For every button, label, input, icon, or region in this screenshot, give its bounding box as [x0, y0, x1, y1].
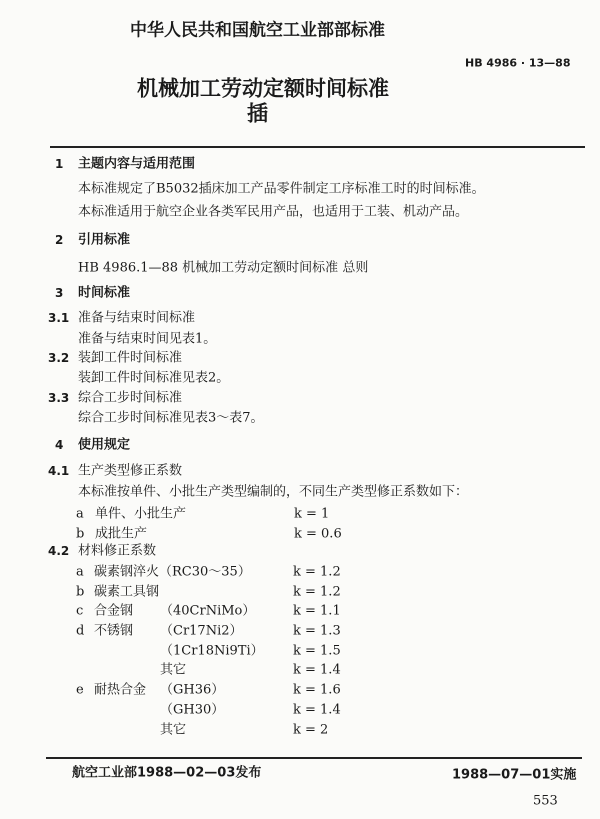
body-text: 本标准规定了B5032插床加工产品零件制定工序标准工时的时间标准。 [78, 181, 485, 197]
k-value: k = 0.6 [294, 526, 342, 542]
effective-date: 1988—07—01实施 [452, 767, 577, 783]
section-heading: 装卸工件时间标准 [78, 350, 183, 366]
item-letter: a [76, 506, 84, 522]
k-value: k = 1.5 [293, 643, 341, 659]
section-heading: 生产类型修正系数 [78, 463, 183, 479]
section-number: 2 [55, 233, 64, 247]
section-heading: 综合工步时间标准 [78, 390, 183, 406]
item-letter: a [76, 564, 84, 580]
section-number: 3.3 [48, 391, 70, 405]
body-text: HB 4986.1—88 机械加工劳动定额时间标准 总则 [78, 260, 369, 276]
standard-code: HB 4986 · 13—88 [465, 56, 571, 70]
k-value: k = 1.4 [293, 662, 341, 678]
section-number: 3.1 [48, 311, 70, 325]
item-letter: e [76, 682, 84, 698]
item-letter: c [76, 603, 84, 619]
section-number: 1 [55, 157, 64, 171]
k-value: k = 1.2 [293, 584, 341, 600]
material-grade: 其它 [160, 662, 187, 678]
k-value: k = 1.2 [293, 564, 341, 580]
document-subtitle: 插 [247, 101, 268, 126]
material-name: 耐热合金 [94, 682, 147, 698]
footer-rule [46, 757, 582, 759]
issue-date: 航空工业部1988—02—03发布 [72, 765, 262, 781]
body-text: 准备与结束时间见表1。 [78, 331, 217, 347]
header-rule [50, 146, 585, 148]
item-name: 成批生产 [95, 526, 148, 542]
section-heading: 引用标准 [78, 232, 131, 248]
body-text: 本标准适用于航空企业各类军民用产品，也适用于工装、机动产品。 [78, 204, 469, 220]
material-grade: （GH36） [160, 682, 225, 698]
material-grade: （GH30） [160, 702, 225, 718]
document-title: 机械加工劳动定额时间标准 [137, 76, 389, 101]
k-value: k = 1.4 [293, 702, 341, 718]
issuing-org: 中华人民共和国航空工业部部标准 [130, 20, 385, 41]
material-grade: （Cr17Ni2） [160, 623, 243, 639]
material-name: 合金钢 [94, 603, 134, 619]
k-value: k = 1 [294, 506, 330, 522]
page-number: 553 [533, 793, 558, 809]
item-letter: b [76, 526, 85, 542]
section-heading: 时间标准 [78, 285, 131, 301]
section-number: 4 [55, 438, 64, 452]
k-value: k = 1.3 [293, 623, 341, 639]
body-text: 综合工步时间标准见表3～表7。 [78, 410, 264, 426]
section-number: 3.2 [48, 351, 70, 365]
k-value: k = 1.6 [293, 682, 341, 698]
k-value: k = 1.1 [293, 603, 341, 619]
section-number: 3 [55, 286, 64, 300]
material-name: 碳素钢淬火（RC30～35） [94, 564, 251, 580]
section-number: 4.1 [48, 464, 70, 478]
item-letter: d [76, 623, 85, 639]
item-letter: b [76, 584, 85, 600]
section-number: 4.2 [48, 544, 70, 558]
material-name: 碳素工具钢 [94, 584, 160, 600]
body-text: 装卸工件时间标准见表2。 [78, 370, 230, 386]
section-heading: 主题内容与适用范围 [78, 156, 196, 172]
body-text: 本标准按单件、小批生产类型编制的，不同生产类型修正系数如下： [78, 484, 469, 500]
section-heading: 使用规定 [78, 437, 131, 453]
material-grade: （40CrNiMo） [160, 603, 256, 619]
item-name: 单件、小批生产 [95, 506, 187, 522]
material-grade: （1Cr18Ni9Ti） [160, 643, 264, 659]
section-heading: 材料修正系数 [78, 543, 157, 559]
k-value: k = 2 [293, 722, 329, 738]
material-grade: 其它 [160, 722, 187, 738]
material-name: 不锈钢 [94, 623, 134, 639]
section-heading: 准备与结束时间标准 [78, 310, 196, 326]
